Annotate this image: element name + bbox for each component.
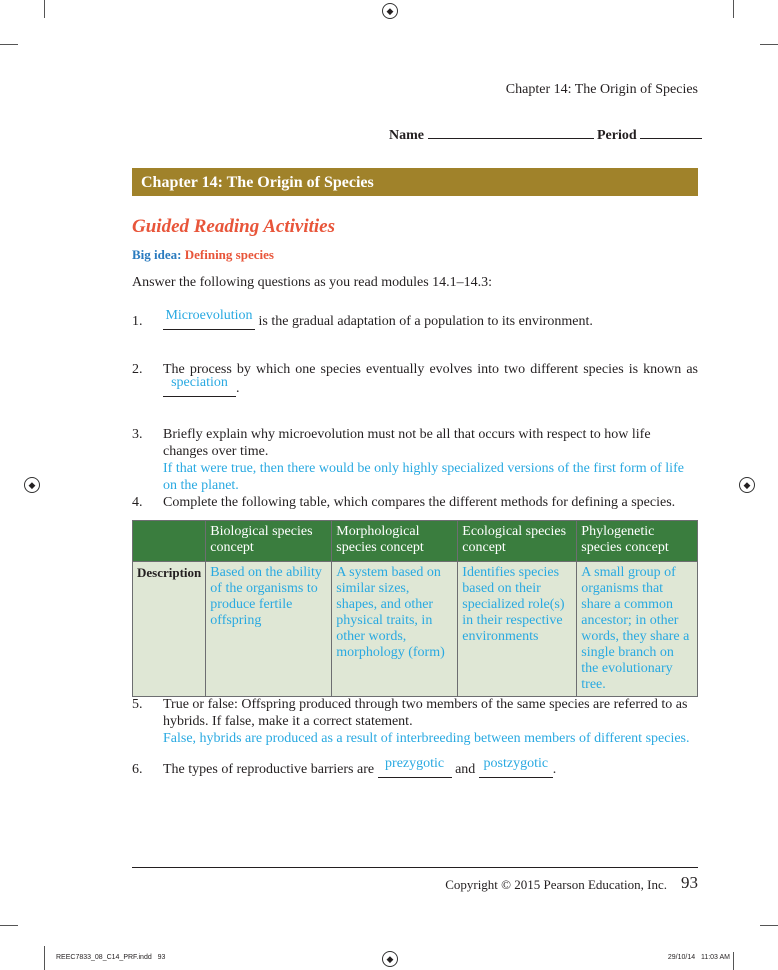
answer-text: speciation bbox=[171, 375, 228, 390]
question-text: The process by which one species eventually evolves into two different species is known as bbox=[163, 362, 698, 377]
question-1 bbox=[132, 308, 698, 330]
header-cell: Phylogenetic species concept bbox=[577, 521, 698, 562]
answer-text: False, hybrids are produced as a result of interbreeding between members of different species. bbox=[163, 731, 690, 746]
answer-cell[interactable]: A system based on similar sizes, shapes, and other physical traits, in other words, morphology (form) bbox=[332, 562, 458, 697]
crop-mark bbox=[760, 925, 778, 926]
registration-mark-icon: ◆ bbox=[739, 477, 755, 493]
answer-blank[interactable] bbox=[163, 308, 255, 330]
banner-title: Chapter 14: The Origin of Species bbox=[141, 174, 374, 191]
question-text: True or false: Offspring produced through two members of the same species are referred to as hybrids. If false, make it a correct statement. bbox=[163, 697, 688, 729]
answer-blank[interactable] bbox=[163, 375, 236, 397]
answer-blank[interactable] bbox=[378, 756, 452, 778]
footer-rule bbox=[132, 867, 698, 868]
header-cell bbox=[133, 521, 206, 562]
question-4 bbox=[132, 494, 698, 511]
instructions: Answer the following questions as you read modules 14.1–14.3: bbox=[132, 275, 493, 290]
question-2 bbox=[132, 361, 698, 397]
big-idea bbox=[132, 247, 274, 263]
answer-text: prezygotic bbox=[385, 756, 445, 771]
answer-cell[interactable]: A small group of organisms that share a common ancestor; in other words, they share a single branch on the evolutionary tree. bbox=[577, 562, 698, 697]
period-label: Period bbox=[597, 128, 637, 143]
slug-date: 29/10/14 11:03 AM bbox=[667, 954, 730, 961]
period-field[interactable] bbox=[640, 138, 702, 139]
registration-mark-icon: ◆ bbox=[382, 3, 398, 19]
slug-file: REEC7833_08_C14_PRF.indd 93 bbox=[56, 954, 166, 961]
page-number: 93 bbox=[681, 873, 698, 892]
header-cell: Morphological species concept bbox=[332, 521, 458, 562]
table-row bbox=[133, 562, 698, 697]
name-label: Name bbox=[389, 128, 424, 143]
name-period-line bbox=[389, 128, 702, 144]
crop-mark bbox=[0, 44, 18, 45]
row-label: Description bbox=[133, 562, 206, 697]
question-number: 5. bbox=[132, 697, 143, 712]
crop-mark bbox=[44, 0, 45, 18]
copyright: Copyright © 2015 Pearson Education, Inc. bbox=[445, 877, 667, 892]
answer-text: postzygotic bbox=[483, 756, 549, 771]
big-idea-label: Big idea: bbox=[132, 247, 182, 262]
question-number: 6. bbox=[132, 762, 143, 777]
question-text: Complete the following table, which compares the different methods for defining a species. bbox=[163, 495, 676, 510]
crop-mark bbox=[0, 925, 18, 926]
question-number: 2. bbox=[132, 362, 143, 377]
answer-cell[interactable]: Based on the ability of the organisms to produce fertile offspring bbox=[206, 562, 332, 697]
registration-mark-icon: ◆ bbox=[24, 477, 40, 493]
question-6 bbox=[132, 756, 698, 778]
table-header-row bbox=[133, 521, 698, 562]
header-cell: Biological species concept bbox=[206, 521, 332, 562]
question-text: The types of reproductive barriers are bbox=[163, 762, 375, 777]
question-number: 1. bbox=[132, 314, 143, 329]
header-cell: Ecological species concept bbox=[458, 521, 577, 562]
punctuation: . bbox=[236, 381, 240, 396]
chapter-banner bbox=[132, 168, 698, 196]
crop-mark bbox=[760, 44, 778, 45]
registration-mark-icon: ◆ bbox=[382, 951, 398, 967]
crop-mark bbox=[733, 0, 734, 18]
punctuation: . bbox=[552, 762, 557, 777]
question-number: 3. bbox=[132, 427, 143, 442]
slug-mark bbox=[44, 946, 45, 970]
conjunction: and bbox=[455, 762, 476, 777]
question-number: 4. bbox=[132, 495, 143, 510]
answer-text: Microevolution bbox=[165, 308, 253, 323]
running-head: Chapter 14: The Origin of Species bbox=[505, 82, 698, 97]
answer-text: If that were true, then there would be only highly specialized versions of the first form of life on the planet. bbox=[163, 461, 684, 493]
species-concepts-table bbox=[132, 520, 698, 697]
name-field[interactable] bbox=[428, 138, 594, 139]
question-5 bbox=[132, 696, 698, 747]
section-title: Guided Reading Activities bbox=[132, 216, 336, 237]
big-idea-text: Defining species bbox=[184, 247, 274, 262]
answer-blank[interactable] bbox=[479, 756, 553, 778]
question-text: Briefly explain why microevolution must not be all that occurs with respect to how life changes over time. bbox=[163, 427, 651, 459]
question-text: is the gradual adaptation of a population to its environment. bbox=[258, 314, 593, 329]
question-3 bbox=[132, 426, 698, 494]
crop-mark bbox=[733, 952, 734, 970]
answer-cell[interactable]: Identifies species based on their specialized role(s) in their respective environments bbox=[458, 562, 577, 697]
